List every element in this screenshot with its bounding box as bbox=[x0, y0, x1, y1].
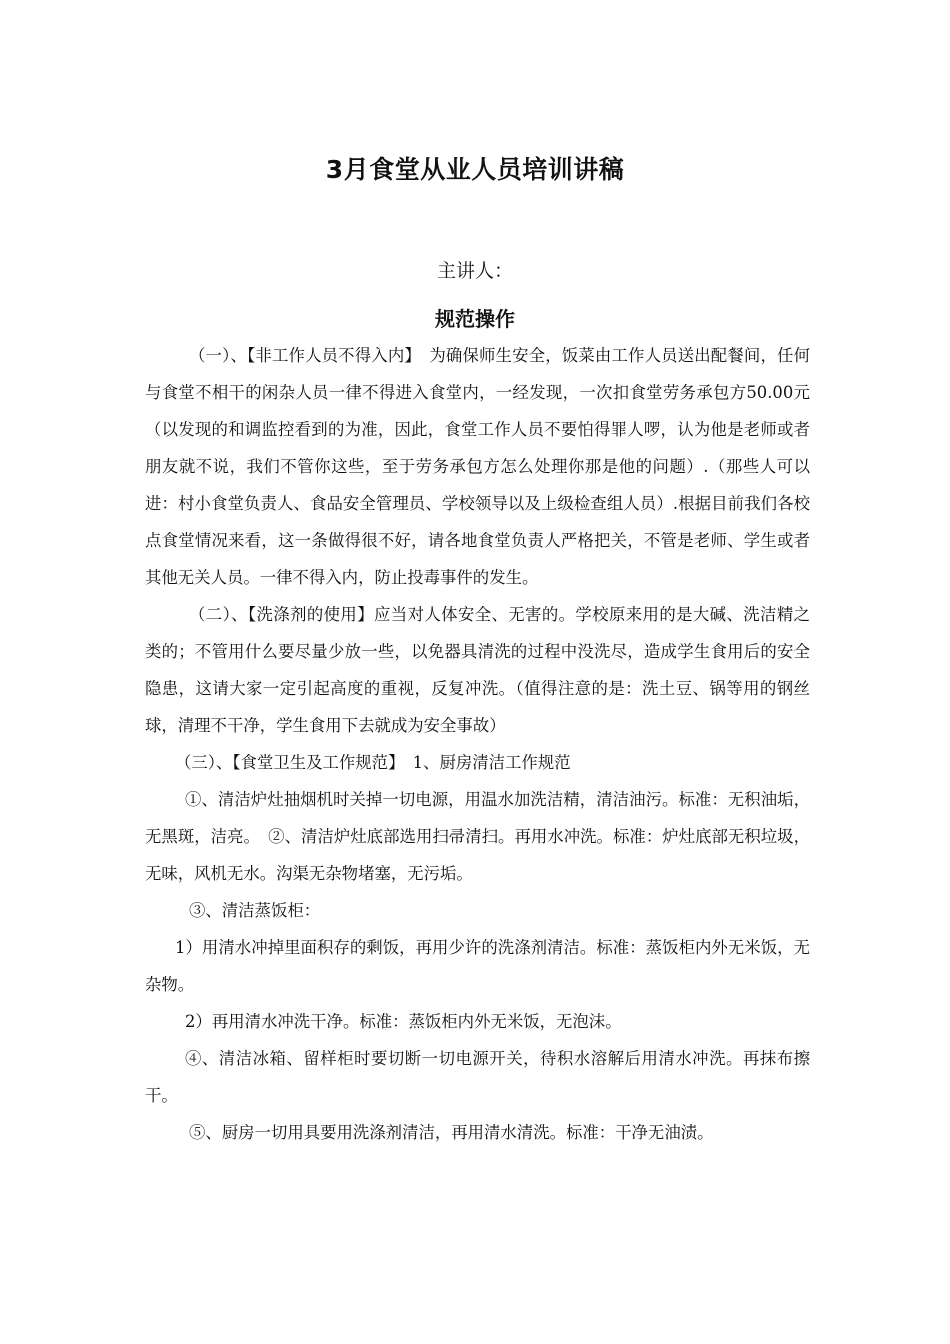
paragraph-steamer-step-1: 1）用清水冲掉里面积存的剩饭，再用少许的洗涤剂清洁。标准：蒸饭柜内外无米饭，无杂物。 bbox=[145, 938, 810, 994]
document-title: 3月食堂从业人员培训讲稿 bbox=[325, 155, 625, 184]
document-body bbox=[145, 337, 810, 1151]
paragraph-steamer-step-2: 2）再用清水冲洗干净。标准：蒸饭柜内外无米饭，无泡沫。 bbox=[185, 1012, 622, 1031]
paragraph-hygiene-heading: （三）、【食堂卫生及工作规范】 1、厨房清洁工作规范 bbox=[175, 753, 571, 772]
paragraph-detergent: （二）、【洗涤剂的使用】应当对人体安全、无害的。学校原来用的是大碱、洗洁精之类的；不管用什么要尽量少放一些，以免器具清洗的过程中没洗尽，造成学生食用后的安全隐患，这请大家一定引起高度的重视，反复冲洗。（值得注意的是：洗土豆、锅等用的钢丝球，清理不干净，学生食用下去就成为安全事故） bbox=[145, 605, 810, 735]
paragraph-non-staff: （一）、【非工作人员不得入内】 为确保师生安全，饭菜由工作人员送出配餐间，任何与食堂不相干的闲杂人员一律不得进入食堂内，一经发现，一次扣食堂劳务承包方50.00元（以发现的和调监控看到的为准，因此，食堂工作人员不要怕得罪人啰，认为他是老师或者朋友就不说，我们不管你这些，至于劳务承包方怎么处理你那是他的问题）.（那些人可以进：村小食堂负责人、食品安全管理员、学校领导以及上级检查组人员）.根据目前我们各校点食堂情况来看，这一条做得很不好，请各地食堂负责人严格把关，不管是老师、学生或者其他无关人员。一律不得入内，防止投毒事件的发生。 bbox=[145, 346, 810, 587]
presenter-line: 主讲人： bbox=[436, 260, 513, 282]
paragraph-steamer-heading: ③、清洁蒸饭柜： bbox=[189, 901, 321, 920]
paragraph-fridge-cleaning: ④、清洁冰箱、留样柜时要切断一切电源开关，待积水溶解后用清水冲洗。再抹布擦干。 bbox=[145, 1049, 810, 1105]
section-heading: 规范操作 bbox=[435, 307, 515, 331]
paragraph-stove-cleaning: ①、清洁炉灶抽烟机时关掉一切电源，用温水加洗洁精，清洁油污。标准：无积油垢，无黑斑，洁亮。 ②、清洁炉灶底部选用扫帚清扫。再用水冲洗。标准：炉灶底部无积垃圾，无味，风机无水。沟渠无杂物堵塞，无污垢。 bbox=[145, 790, 810, 883]
paragraph-utensils-cleaning: ⑤、厨房一切用具要用洗涤剂清洁，再用清水清洗。标准：干净无油渍。 bbox=[189, 1123, 714, 1142]
